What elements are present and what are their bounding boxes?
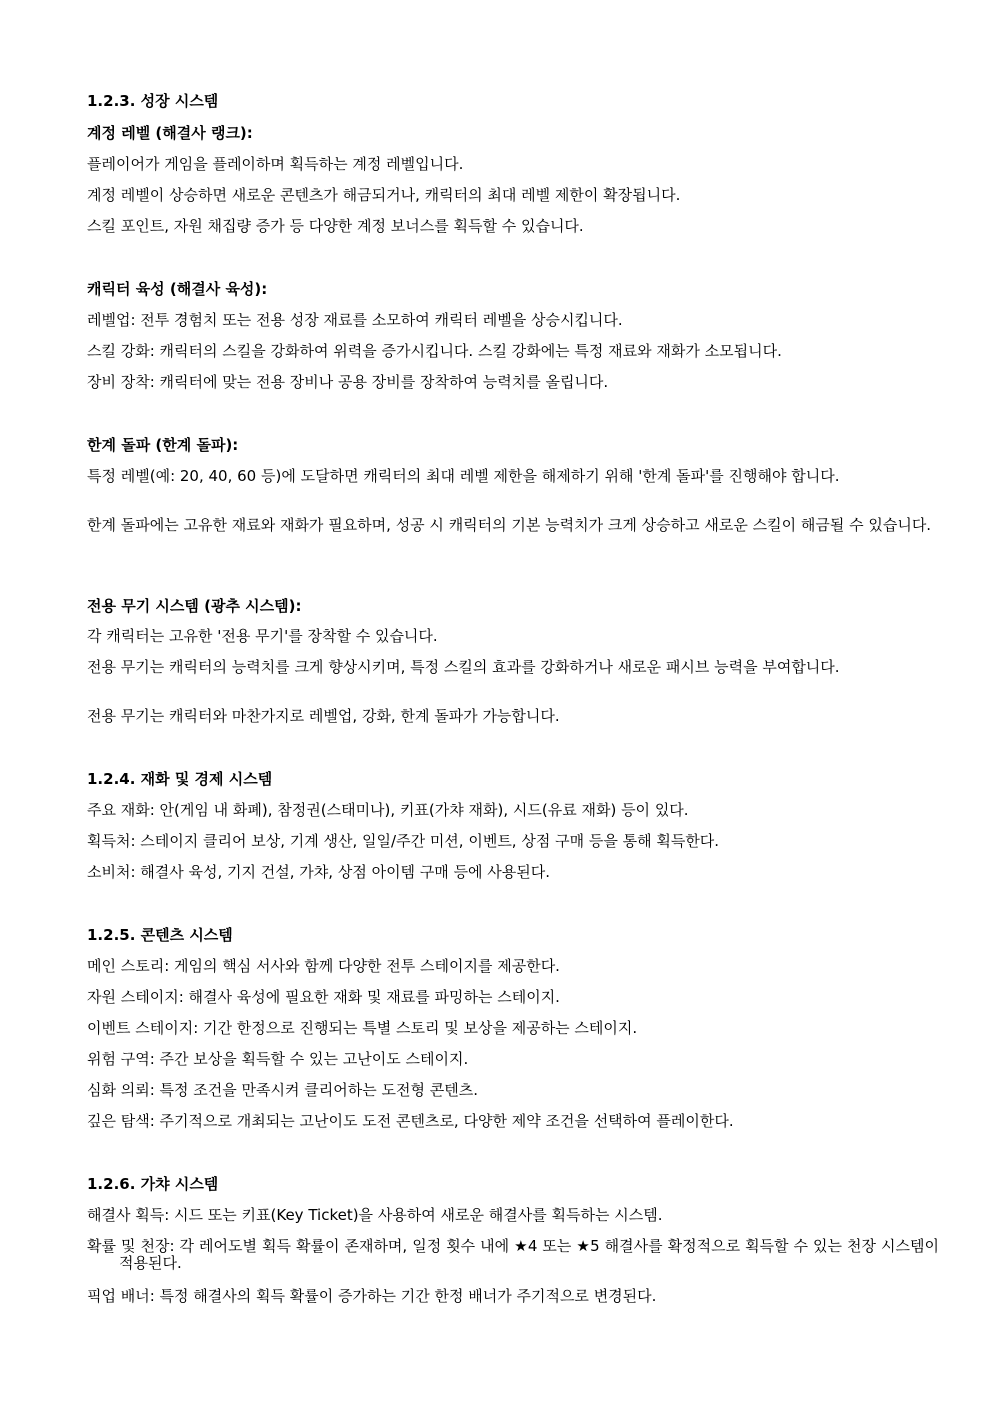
paragraph: 이벤트 스테이지: 기간 한정으로 진행되는 특별 스토리 및 보상을 제공하는 스테이지. bbox=[87, 1019, 638, 1037]
paragraph: 확률 및 천장: 각 레어도별 획득 확률이 존재하며, 일정 횟수 내에 ★4 또는 ★5 해결사를 확정적으로 획득할 수 있는 천장 시스템이 적용된다. bbox=[87, 1237, 939, 1272]
section-heading-1-2-6: 1.2.6. 가챠 시스템 bbox=[87, 1175, 219, 1193]
section-heading-1-2-3: 1.2.3. 성장 시스템 bbox=[87, 92, 219, 110]
paragraph: 전용 무기는 캐릭터와 마찬가지로 레벨업, 강화, 한계 돌파가 가능합니다. bbox=[87, 707, 560, 725]
paragraph: 깊은 탐색: 주기적으로 개최되는 고난이도 도전 콘텐츠로, 다양한 제약 조건을 선택하여 플레이한다. bbox=[87, 1112, 734, 1130]
paragraph: 주요 재화: 안(게임 내 화폐), 참정권(스태미나), 키표(가챠 재화), 시드(유료 재화) 등이 있다. bbox=[87, 801, 689, 819]
section-heading-1-2-5: 1.2.5. 콘텐츠 시스템 bbox=[87, 926, 233, 944]
paragraph: 플레이어가 게임을 플레이하며 획득하는 계정 레벨입니다. bbox=[87, 155, 464, 173]
paragraph: 스킬 포인트, 자원 채집량 증가 등 다양한 계정 보너스를 획득할 수 있습니다. bbox=[87, 217, 584, 235]
paragraph: 한계 돌파에는 고유한 재료와 재화가 필요하며, 성공 시 캐릭터의 기본 능력치가 크게 상승하고 새로운 스킬이 해금될 수 있습니다. bbox=[87, 516, 932, 534]
paragraph: 전용 무기는 캐릭터의 능력치를 크게 향상시키며, 특정 스킬의 효과를 강화하거나 새로운 패시브 능력을 부여합니다. bbox=[87, 658, 840, 676]
paragraph: 스킬 강화: 캐릭터의 스킬을 강화하여 위력을 증가시킵니다. 스킬 강화에는 특정 재료와 재화가 소모됩니다. bbox=[87, 342, 782, 360]
subheading-exclusive-weapon: 전용 무기 시스템 (광추 시스템): bbox=[87, 597, 302, 615]
subheading-character-growth: 캐릭터 육성 (해결사 육성): bbox=[87, 280, 268, 298]
paragraph: 해결사 획득: 시드 또는 키표(Key Ticket)을 사용하여 새로운 해결사를 획득하는 시스템. bbox=[87, 1206, 663, 1224]
subheading-limit-break: 한계 돌파 (한계 돌파): bbox=[87, 436, 239, 454]
paragraph: 각 캐릭터는 고유한 '전용 무기'를 장착할 수 있습니다. bbox=[87, 627, 438, 645]
paragraph: 계정 레벨이 상승하면 새로운 콘텐츠가 해금되거나, 캐릭터의 최대 레벨 제한이 확장됩니다. bbox=[87, 186, 681, 204]
paragraph: 픽업 배너: 특정 해결사의 획득 확률이 증가하는 기간 한정 배너가 주기적으로 변경된다. bbox=[87, 1287, 657, 1305]
paragraph: 심화 의뢰: 특정 조건을 만족시켜 클리어하는 도전형 콘텐츠. bbox=[87, 1081, 478, 1099]
subheading-account-level: 계정 레벨 (해결사 랭크): bbox=[87, 124, 253, 142]
paragraph: 특정 레벨(예: 20, 40, 60 등)에 도달하면 캐릭터의 최대 레벨 제한을 해제하기 위해 '한계 돌파'를 진행해야 합니다. bbox=[87, 467, 840, 485]
paragraph: 소비처: 해결사 육성, 기지 건설, 가챠, 상점 아이템 구매 등에 사용된다. bbox=[87, 863, 551, 881]
paragraph: 장비 장착: 캐릭터에 맞는 전용 장비나 공용 장비를 장착하여 능력치를 올립니다. bbox=[87, 373, 609, 391]
paragraph: 위험 구역: 주간 보상을 획득할 수 있는 고난이도 스테이지. bbox=[87, 1050, 469, 1068]
paragraph: 메인 스토리: 게임의 핵심 서사와 함께 다양한 전투 스테이지를 제공한다. bbox=[87, 957, 560, 975]
paragraph: 자원 스테이지: 해결사 육성에 필요한 재화 및 재료를 파밍하는 스테이지. bbox=[87, 988, 560, 1006]
paragraph: 레벨업: 전투 경험치 또는 전용 성장 재료를 소모하여 캐릭터 레벨을 상승시킵니다. bbox=[87, 311, 623, 329]
section-heading-1-2-4: 1.2.4. 재화 및 경제 시스템 bbox=[87, 770, 273, 788]
paragraph: 획득처: 스테이지 클리어 보상, 기계 생산, 일일/주간 미션, 이벤트, 상점 구매 등을 통해 획득한다. bbox=[87, 832, 720, 850]
